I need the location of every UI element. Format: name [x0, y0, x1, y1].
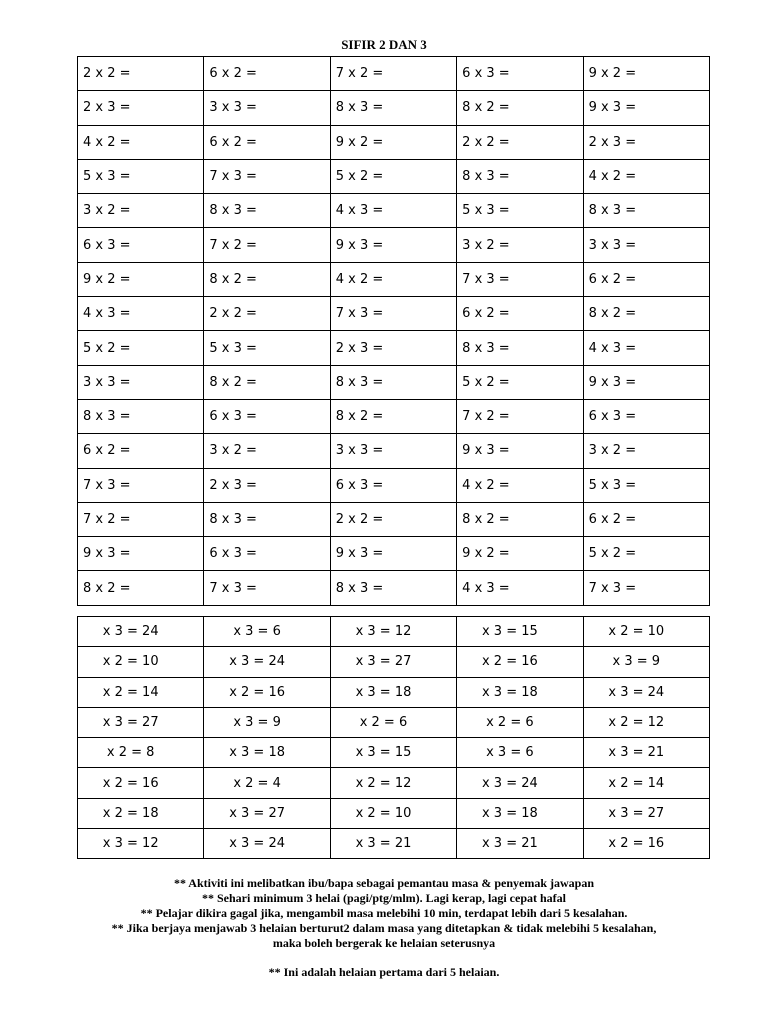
table-row — [78, 228, 710, 262]
table-row — [78, 262, 710, 296]
table-row — [78, 798, 710, 828]
question-cell: x 2 = 10 — [330, 798, 456, 828]
question-cell: x 3 = 9 — [583, 647, 709, 677]
note-line: ** Ini adalah helaian pertama dari 5 helaian. — [268, 965, 500, 979]
question-cell: x 2 = 16 — [204, 677, 330, 707]
question-cell: 8 x 3 = — [78, 399, 204, 433]
question-cell: 5 x 3 = — [204, 331, 330, 365]
question-cell: x 2 = 4 — [204, 768, 330, 798]
question-cell: 5 x 2 = — [457, 365, 583, 399]
question-cell: 9 x 3 = — [330, 228, 456, 262]
question-cell: 6 x 2 = — [457, 297, 583, 331]
question-cell: x 3 = 18 — [330, 677, 456, 707]
question-cell: 3 x 2 = — [78, 194, 204, 228]
question-cell: x 3 = 12 — [78, 829, 204, 859]
question-cell: 5 x 3 = — [78, 159, 204, 193]
question-cell: x 2 = 12 — [583, 707, 709, 737]
question-cell: x 2 = 10 — [78, 647, 204, 677]
question-cell: x 3 = 27 — [78, 707, 204, 737]
question-cell: 7 x 3 = — [457, 262, 583, 296]
question-cell: 2 x 2 = — [78, 57, 204, 91]
question-cell: 4 x 3 = — [583, 331, 709, 365]
question-cell: x 3 = 9 — [204, 707, 330, 737]
table-row — [78, 677, 710, 707]
question-cell: x 3 = 15 — [457, 617, 583, 647]
table-row — [78, 434, 710, 468]
table-row — [78, 768, 710, 798]
table-row — [78, 617, 710, 647]
question-cell: x 3 = 21 — [583, 738, 709, 768]
question-cell: 9 x 2 = — [78, 262, 204, 296]
question-cell: 8 x 3 = — [330, 91, 456, 125]
question-cell: x 2 = 8 — [78, 738, 204, 768]
question-cell: 9 x 3 = — [583, 91, 709, 125]
question-cell: 7 x 3 = — [583, 571, 709, 605]
note-line: ** Aktiviti ini melibatkan ibu/bapa sebagai pemantau masa & penyemak jawapan — [173, 876, 595, 890]
question-cell: 6 x 3 = — [583, 399, 709, 433]
question-cell: x 3 = 24 — [78, 617, 204, 647]
question-cell: 9 x 3 = — [457, 434, 583, 468]
page-title: SIFIR 2 DAN 3 — [341, 37, 427, 52]
table-row — [78, 537, 710, 571]
question-cell: 9 x 3 = — [78, 537, 204, 571]
question-cell: 8 x 2 = — [583, 297, 709, 331]
question-cell: 2 x 3 = — [583, 125, 709, 159]
question-cell: x 3 = 24 — [204, 829, 330, 859]
question-cell: 5 x 2 = — [78, 331, 204, 365]
question-cell: x 2 = 10 — [583, 617, 709, 647]
table-row — [78, 647, 710, 677]
question-cell: 5 x 2 = — [330, 159, 456, 193]
question-cell: 8 x 3 = — [583, 194, 709, 228]
question-cell: 3 x 2 = — [204, 434, 330, 468]
question-cell: 6 x 2 = — [583, 502, 709, 536]
question-cell: 5 x 2 = — [583, 537, 709, 571]
question-cell: x 3 = 18 — [457, 677, 583, 707]
question-cell: 7 x 2 = — [204, 228, 330, 262]
instructions — [0, 876, 768, 980]
question-cell: 3 x 3 = — [78, 365, 204, 399]
question-cell: 8 x 2 = — [330, 399, 456, 433]
question-cell: 7 x 2 = — [78, 502, 204, 536]
table-row — [78, 57, 710, 91]
table-row — [78, 365, 710, 399]
question-cell: 6 x 3 = — [204, 399, 330, 433]
question-cell: 5 x 3 = — [583, 468, 709, 502]
question-cell: 8 x 3 = — [204, 194, 330, 228]
note-line: ** Pelajar dikira gagal jika, mengambil masa melebihi 10 min, terdapat lebih dari 5 kesalahan. — [140, 906, 628, 920]
question-cell: x 2 = 18 — [78, 798, 204, 828]
question-cell: x 3 = 6 — [457, 738, 583, 768]
table-row — [78, 571, 710, 605]
question-cell: 9 x 3 = — [330, 537, 456, 571]
question-cell: 9 x 2 = — [330, 125, 456, 159]
question-cell: 8 x 2 = — [457, 91, 583, 125]
table-row — [78, 297, 710, 331]
question-cell: 8 x 2 = — [204, 365, 330, 399]
question-cell: 8 x 3 = — [204, 502, 330, 536]
question-cell: x 2 = 14 — [583, 768, 709, 798]
question-cell: 3 x 2 = — [583, 434, 709, 468]
question-cell: x 2 = 16 — [583, 829, 709, 859]
note-line: maka boleh bergerak ke helaian seterusnya — [272, 936, 496, 950]
table-row — [78, 468, 710, 502]
question-cell: 2 x 2 = — [204, 297, 330, 331]
question-cell: 9 x 2 = — [457, 537, 583, 571]
question-cell: x 3 = 27 — [204, 798, 330, 828]
table-row — [78, 707, 710, 737]
table-row — [78, 159, 710, 193]
table-row — [78, 194, 710, 228]
question-cell: 8 x 2 = — [78, 571, 204, 605]
question-cell: 9 x 3 = — [583, 365, 709, 399]
question-cell: 4 x 3 = — [330, 194, 456, 228]
question-cell: 2 x 3 = — [204, 468, 330, 502]
question-cell: 8 x 3 = — [457, 331, 583, 365]
question-cell: x 3 = 18 — [204, 738, 330, 768]
question-cell: x 3 = 6 — [204, 617, 330, 647]
question-cell: x 3 = 18 — [457, 798, 583, 828]
multiplication-question-table — [77, 56, 710, 606]
question-cell: x 2 = 12 — [330, 768, 456, 798]
question-cell: 2 x 3 = — [330, 331, 456, 365]
question-cell: 7 x 3 = — [204, 159, 330, 193]
question-cell: 8 x 3 = — [330, 365, 456, 399]
question-cell: 5 x 3 = — [457, 194, 583, 228]
question-cell: 8 x 2 = — [457, 502, 583, 536]
question-cell: 6 x 3 = — [330, 468, 456, 502]
question-cell: x 2 = 6 — [330, 707, 456, 737]
question-cell: 3 x 3 = — [204, 91, 330, 125]
question-cell: 8 x 3 = — [330, 571, 456, 605]
question-cell: 4 x 2 = — [330, 262, 456, 296]
question-cell: 2 x 2 = — [457, 125, 583, 159]
question-cell: 3 x 3 = — [330, 434, 456, 468]
question-cell: 6 x 2 = — [204, 57, 330, 91]
question-cell: 3 x 2 = — [457, 228, 583, 262]
question-cell: 4 x 3 = — [78, 297, 204, 331]
question-cell: 3 x 3 = — [583, 228, 709, 262]
question-cell: 7 x 2 = — [457, 399, 583, 433]
question-cell: 4 x 2 = — [583, 159, 709, 193]
question-cell: 8 x 3 = — [457, 159, 583, 193]
question-cell: x 2 = 16 — [78, 768, 204, 798]
question-cell: x 3 = 21 — [457, 829, 583, 859]
question-cell: 6 x 2 = — [204, 125, 330, 159]
table-row — [78, 829, 710, 859]
question-cell: 6 x 3 = — [78, 228, 204, 262]
table-row — [78, 331, 710, 365]
question-cell: x 2 = 6 — [457, 707, 583, 737]
question-cell: 2 x 2 = — [330, 502, 456, 536]
note-line: ** Jika berjaya menjawab 3 helaian berturut2 dalam masa yang ditetapkan & tidak melebihi 5 kesalahan, — [111, 921, 657, 935]
question-cell: 7 x 3 = — [330, 297, 456, 331]
question-cell: 4 x 2 = — [457, 468, 583, 502]
table-row — [78, 738, 710, 768]
table-row — [78, 125, 710, 159]
question-cell: 4 x 2 = — [78, 125, 204, 159]
question-cell: 7 x 3 = — [78, 468, 204, 502]
question-cell: 7 x 2 = — [330, 57, 456, 91]
question-cell: x 3 = 24 — [457, 768, 583, 798]
question-cell: x 3 = 27 — [583, 798, 709, 828]
question-cell: x 3 = 15 — [330, 738, 456, 768]
table-row — [78, 502, 710, 536]
division-question-table — [77, 616, 710, 859]
question-cell: x 2 = 14 — [78, 677, 204, 707]
question-cell: x 2 = 16 — [457, 647, 583, 677]
question-cell: 6 x 3 = — [457, 57, 583, 91]
question-cell: 2 x 3 = — [78, 91, 204, 125]
question-cell: 6 x 2 = — [583, 262, 709, 296]
note-line: ** Sehari minimum 3 helai (pagi/ptg/mlm). Lagi kerap, lagi cepat hafal — [201, 891, 566, 905]
question-cell: x 3 = 24 — [204, 647, 330, 677]
question-cell: x 3 = 24 — [583, 677, 709, 707]
question-cell: x 3 = 21 — [330, 829, 456, 859]
question-cell: 8 x 2 = — [204, 262, 330, 296]
question-cell: 6 x 3 = — [204, 537, 330, 571]
table-row — [78, 91, 710, 125]
question-cell: 6 x 2 = — [78, 434, 204, 468]
question-cell: 9 x 2 = — [583, 57, 709, 91]
question-cell: x 3 = 27 — [330, 647, 456, 677]
table-row — [78, 399, 710, 433]
question-cell: 7 x 3 = — [204, 571, 330, 605]
question-cell: x 3 = 12 — [330, 617, 456, 647]
question-cell: 4 x 3 = — [457, 571, 583, 605]
